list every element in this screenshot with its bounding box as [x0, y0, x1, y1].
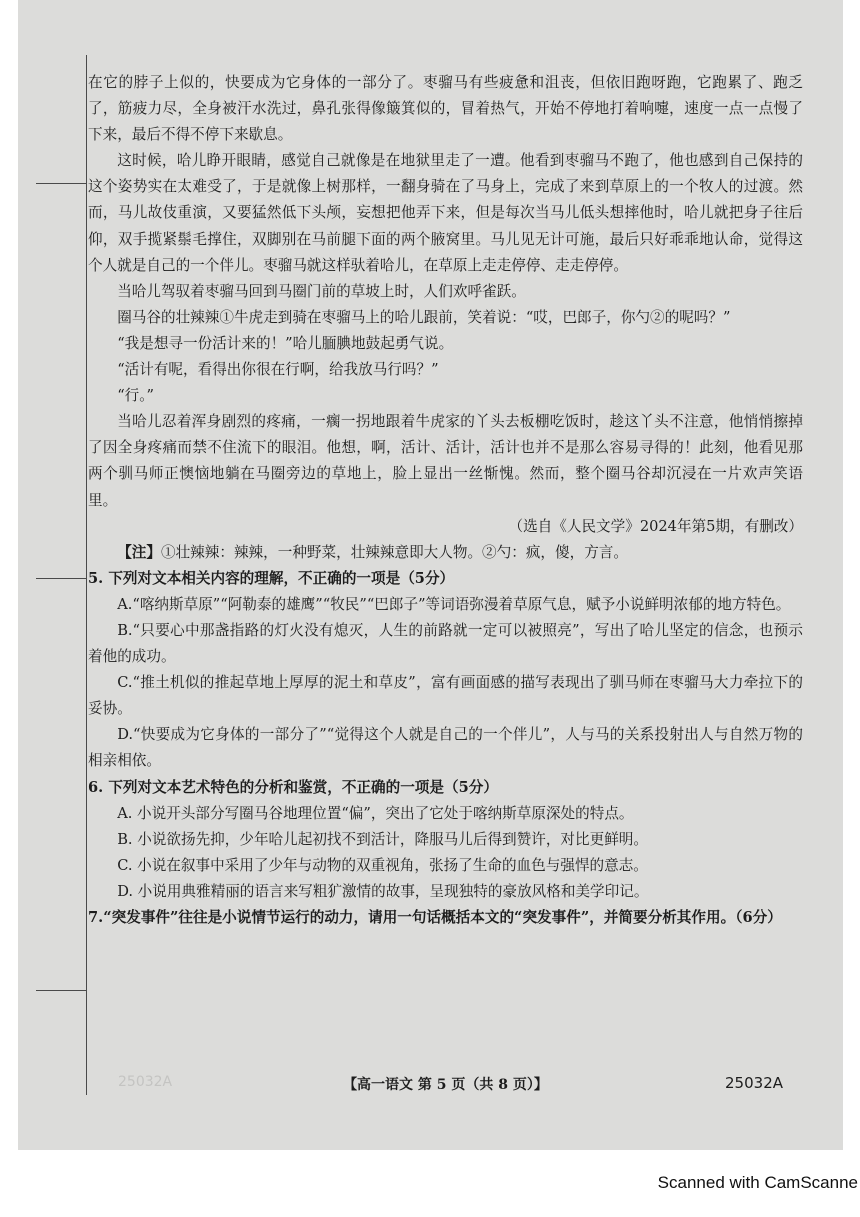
- question-option: B.“只要心中那盏指路的灯火没有熄灭，人生的前路就一定可以被照亮”，写出了哈儿坚定的信念，也预示着他的成功。: [88, 621, 803, 666]
- question-option: A.“喀纳斯草原”“阿勒泰的雄鹰”“牧民”“巴郎子”等词语弥漫着草原气息，赋予小说鲜明浓郁的地方特色。: [117, 595, 791, 613]
- story-paragraph: 在它的脖子上似的，快要成为它身体的一部分了。枣骝马有些疲惫和沮丧，但依旧跑呀跑，它跑累了、跑乏了，筋疲力尽，全身被汗水洗过，鼻孔张得像簸箕似的，冒着热气，开始不停地打着响嚏，速度一点一点慢了下来，最后不得不停下来歇息。: [88, 74, 803, 144]
- story-paragraph: 当哈儿忍着浑身剧烈的疼痛，一瘸一拐地跟着牛虎家的丫头去板棚吃饭时，趁这丫头不注意，他悄悄擦掉了因全身疼痛而禁不住流下的眼泪。他想，啊，活计、活计，活计也并不是那么容易寻得的！此刻，他看见那两个驯马师正懊恼地躺在马圈旁边的草地上，脸上显出一丝惭愧。然而，整个圈马谷却沉浸在一片欢声笑语里。: [88, 413, 803, 509]
- annotation-note: [88, 540, 803, 566]
- margin-tick: [36, 990, 86, 991]
- question-option: D.“快要成为它身体的一部分了”“觉得这个人就是自己的一个伴儿”，人与马的关系投射出人与自然万物的相亲相依。: [88, 726, 803, 770]
- question-stem: 5. 下列对文本相关内容的理解，不正确的一项是（5分）: [88, 569, 455, 587]
- margin-tick: [36, 578, 86, 579]
- bleed-through-code: 25032A: [118, 1074, 173, 1090]
- note-label: 【注】: [117, 543, 161, 561]
- story-paragraph: 当哈儿驾驭着枣骝马回到马圈门前的草坡上时，人们欢呼雀跃。: [117, 282, 526, 300]
- question-stem: 6. 下列对文本艺术特色的分析和鉴赏，不正确的一项是（5分）: [88, 778, 498, 796]
- story-paragraph: “活计有呢，看得出你很在行啊，给我放马行吗？”: [117, 361, 439, 379]
- story-paragraph: 圈马谷的壮辣辣①牛虎走到骑在枣骝马上的哈儿跟前，笑着说：“哎，巴郎子，你勺②的呢吗？”: [117, 308, 731, 326]
- binding-margin-line: [86, 55, 87, 1095]
- question-option: B. 小说欲扬先抑，少年哈儿起初找不到活计，降服马儿后得到赞许，对比更鲜明。: [117, 830, 648, 848]
- source-citation: （选自《人民文学》2024年第5期，有删改）: [508, 517, 803, 535]
- page-footer: [88, 1074, 803, 1098]
- question-option: D. 小说用典雅精丽的语言来写粗犷激情的故事，呈现独特的豪放风格和美学印记。: [117, 882, 649, 900]
- paper-code: 25032A: [725, 1074, 783, 1092]
- page-content: [88, 70, 803, 931]
- story-paragraph: 这时候，哈儿睁开眼睛，感觉自己就像是在地狱里走了一遭。他看到枣骝马不跑了，他也感到自己保持的这个姿势实在太难受了，于是就像上树那样，一翻身骑在了马身上，完成了来到草原上的一个牧人的过渡。然而，马儿故伎重演，又要猛然低下头颅，妄想把他弄下来，但是每次当马儿低头想摔他时，哈儿就把身子往后仰，双手揽紧鬃毛撑住，双脚别在马前腿下面的两个腋窝里。马儿见无计可施，最后只好乖乖地认命，觉得这个人就是自己的一个伴儿。枣骝马就这样驮着哈儿，在草原上走走停停、走走停停。: [88, 152, 803, 274]
- scanner-watermark: Scanned with CamScanne: [657, 1173, 858, 1192]
- question-option: A. 小说开头部分写圈马谷地理位置“偏”，突出了它处于喀纳斯草原深处的特点。: [117, 804, 634, 822]
- story-paragraph: “我是想寻一份活计来的！”哈儿腼腆地鼓起勇气说。: [117, 334, 454, 352]
- question-option: C.“推土机似的推起草地上厚厚的泥土和草皮”，富有画面感的描写表现出了驯马师在枣骝马大力牵拉下的妥协。: [88, 674, 803, 718]
- question-stem: 7.“突发事件”往往是小说情节运行的动力，请用一句话概括本文的“突发事件”，并简要分析其作用。（6分）: [88, 909, 782, 926]
- note-text: ①壮辣辣：辣辣，一种野菜，壮辣辣意即大人物。②勺：疯，傻，方言。: [160, 543, 628, 561]
- margin-tick: [36, 183, 86, 184]
- story-paragraph: “行。”: [117, 387, 154, 405]
- page-number: 【高一语文 第 5 页（共 8 页）】: [343, 1077, 548, 1093]
- question-option: C. 小说在叙事中采用了少年与动物的双重视角，张扬了生命的血色与强悍的意志。: [117, 856, 648, 874]
